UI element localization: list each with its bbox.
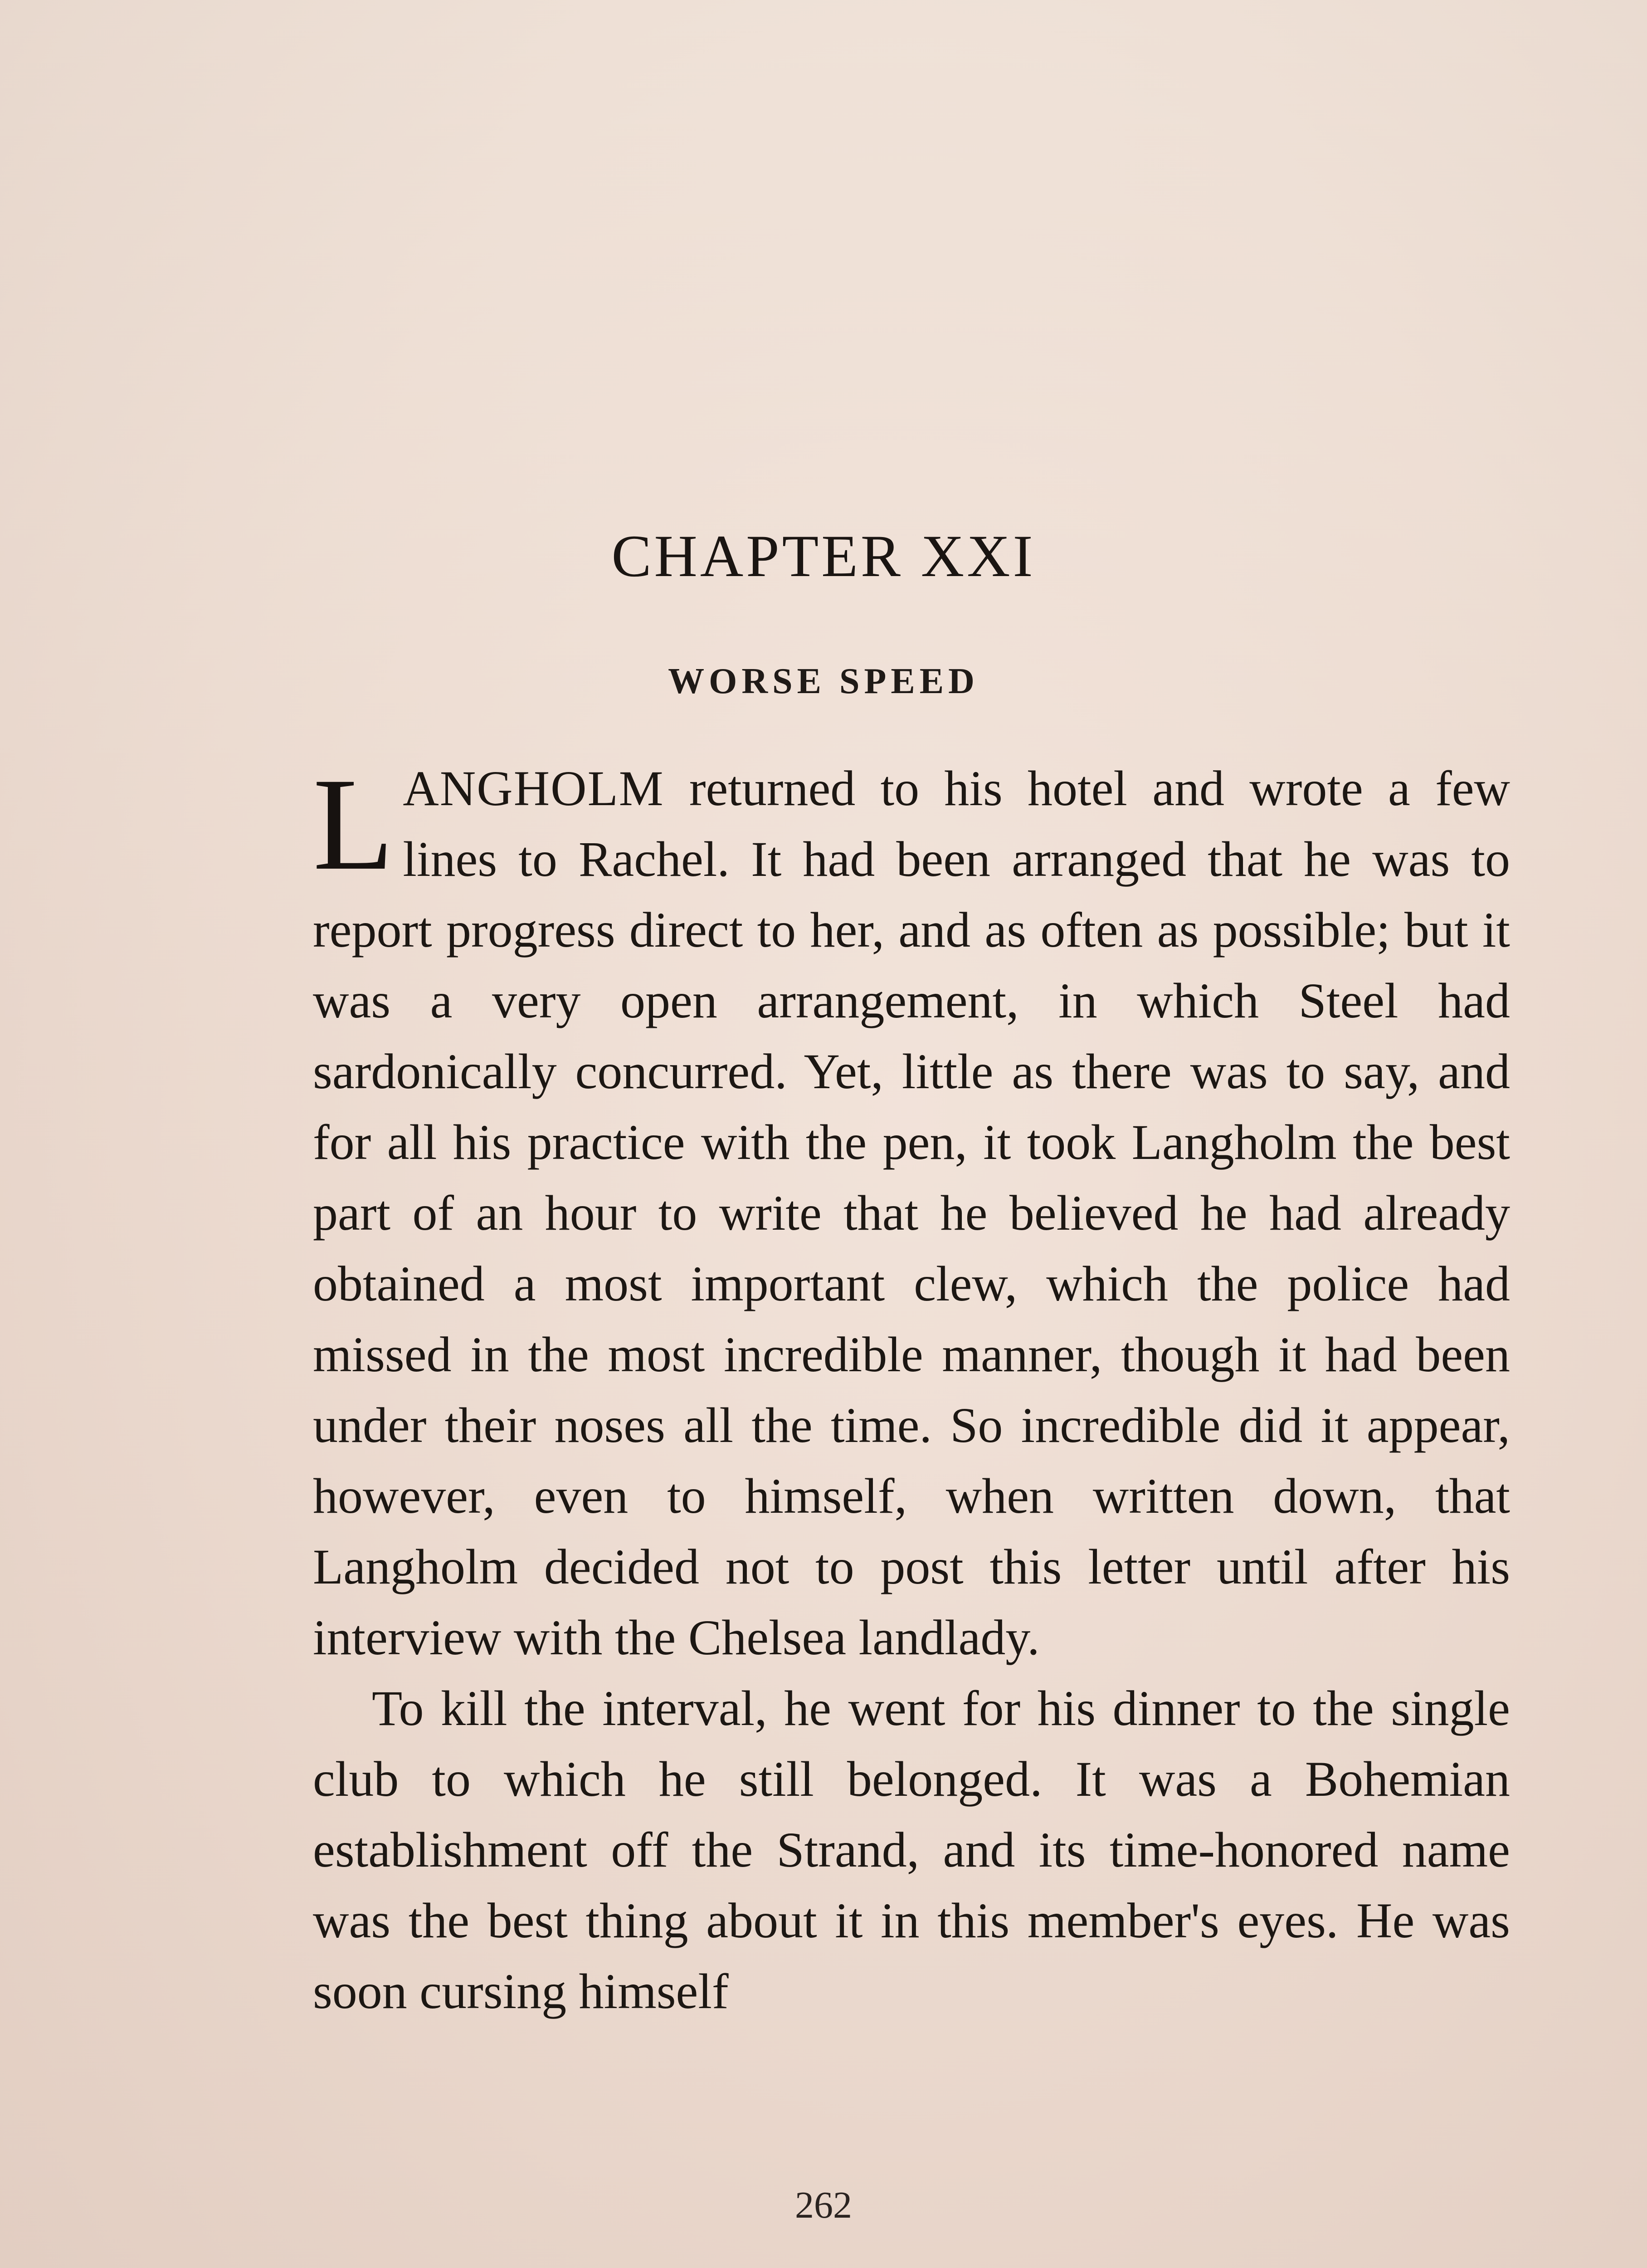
paragraph-1 <box>313 753 1510 1673</box>
chapter-title: CHAPTER XXI <box>611 523 1036 589</box>
chapter-subtitle: WORSE SPEED <box>668 661 979 701</box>
chapter-body <box>313 753 1510 2027</box>
page-number: 262 <box>795 2184 852 2226</box>
lead-small-caps: ANGHOLM <box>403 761 664 816</box>
paragraph-1-text: returned to his hotel and wrote a few lines to Rachel. It had been arranged that he was to report progress direct to her, and as often as possible; but it was a very open arrangement, in which Steel had sardonically concurred. Yet, little as there was to say, and for all his practice with the pen, it took Langholm the best part of an hour to write that he believed he had already obtained a most important clew, which the police had missed in the most incredible manner, though it had been under their noses all the time. So incredible did it appear, however, even to himself, when written down, that Langholm decided not to post this letter until after his interview with the Chelsea landlady. <box>313 761 1510 1665</box>
drop-cap: L <box>313 751 394 898</box>
paragraph-2: To kill the interval, he went for his dinner to the single club to which he still belonged. It was a Bohemian establishment off the Strand, and its time-honored name was the best thing about it in this member's eyes. He was soon cursing himself <box>313 1681 1510 2019</box>
